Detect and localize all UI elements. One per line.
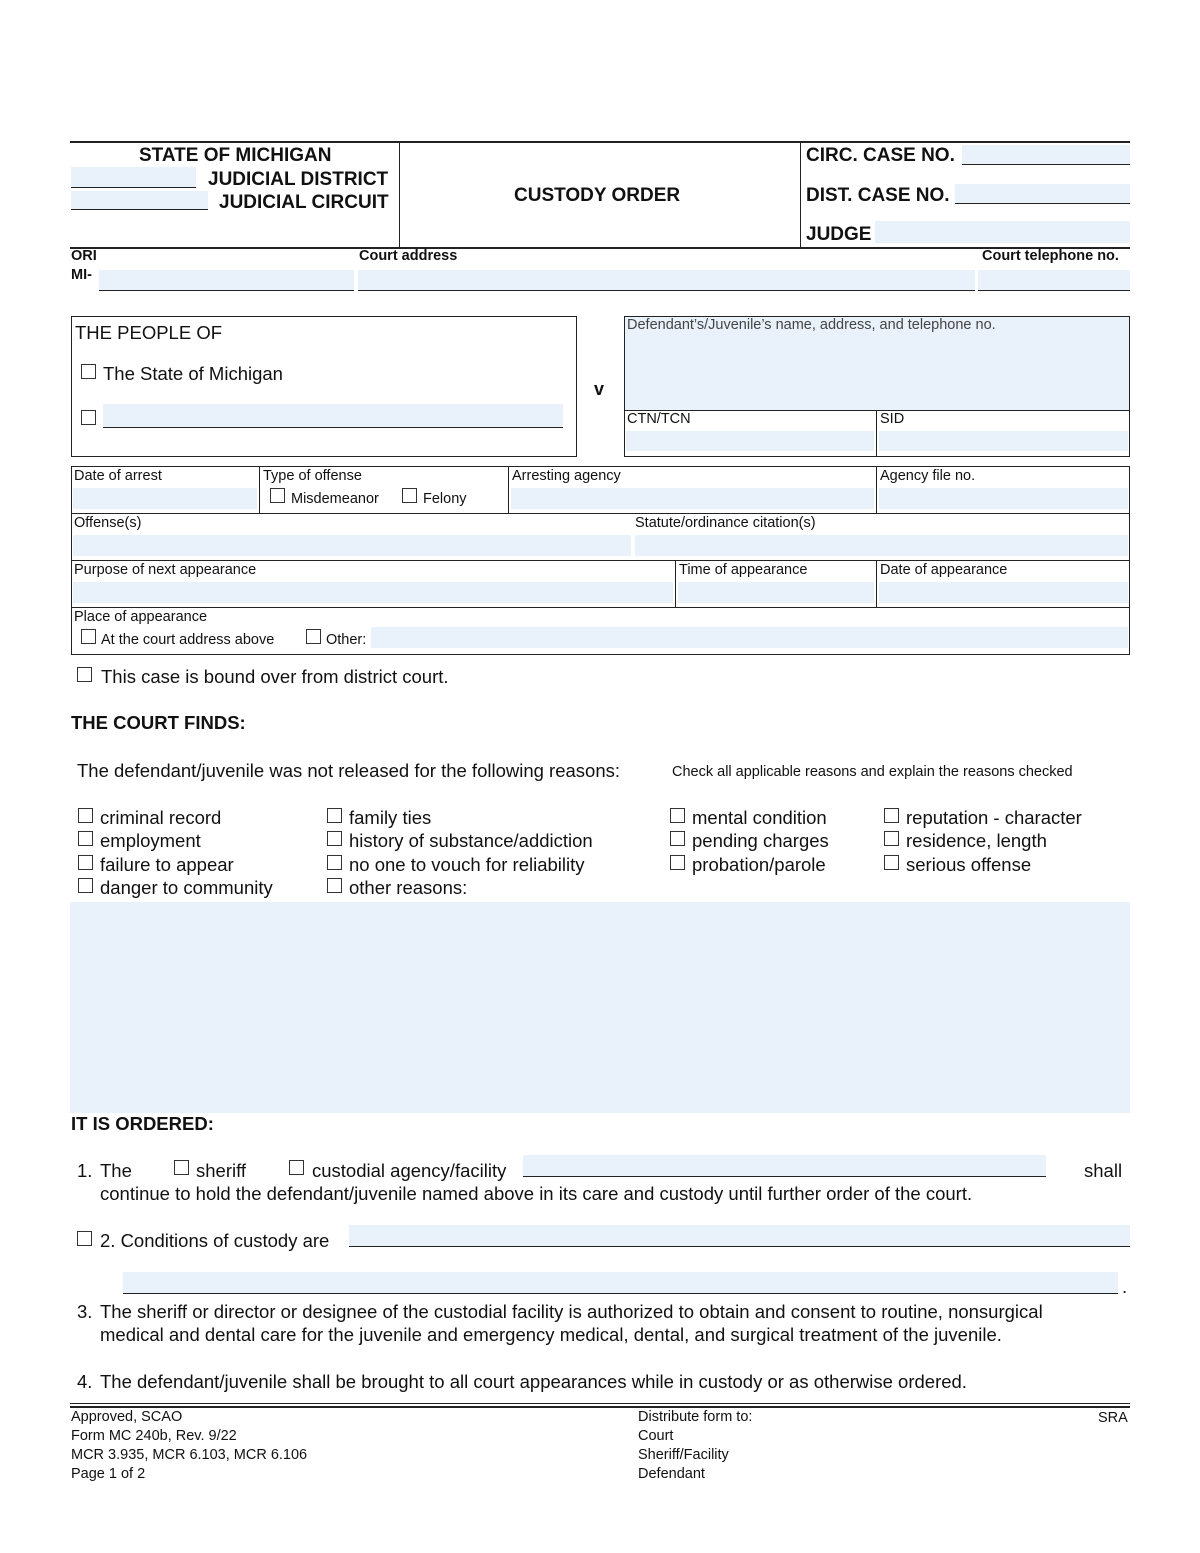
judge-label: JUDGE bbox=[806, 224, 872, 245]
offenses-field[interactable] bbox=[73, 535, 631, 556]
details-row-divider-3 bbox=[71, 607, 1130, 608]
distribute-court: Court bbox=[638, 1428, 674, 1444]
date-of-appearance-label: Date of appearance bbox=[880, 562, 1008, 578]
ori-field[interactable] bbox=[99, 270, 354, 291]
judicial-district-label: JUDICIAL DISTRICT bbox=[208, 169, 389, 190]
statute-citation-label: Statute/ordinance citation(s) bbox=[635, 515, 816, 531]
pending-charges-label: pending charges bbox=[692, 830, 829, 851]
details-row-divider-2 bbox=[71, 560, 1130, 561]
type-of-offense-label: Type of offense bbox=[263, 468, 362, 484]
probation-parole-label: probation/parole bbox=[692, 854, 826, 875]
circ-case-field[interactable] bbox=[962, 145, 1130, 165]
date-of-arrest-label: Date of arrest bbox=[74, 468, 162, 484]
ordered-heading: IT IS ORDERED: bbox=[71, 1113, 214, 1134]
item3-line1: The sheriff or director or designee of the custodial facility is authorized to obtain and consent to routine, nonsurgical bbox=[100, 1301, 1043, 1322]
serious-offense-checkbox[interactable] bbox=[884, 855, 899, 870]
time-of-appearance-label: Time of appearance bbox=[679, 562, 808, 578]
circuit-number-field[interactable] bbox=[71, 191, 208, 210]
page-number: Page 1 of 2 bbox=[71, 1466, 146, 1482]
arresting-agency-label: Arresting agency bbox=[512, 468, 621, 484]
felony-checkbox[interactable] bbox=[402, 488, 417, 503]
other-plaintiff-checkbox[interactable] bbox=[81, 410, 96, 425]
other-place-label: Other: bbox=[326, 632, 367, 648]
row1-divider-b bbox=[508, 466, 509, 513]
no-one-to-vouch-checkbox[interactable] bbox=[327, 855, 342, 870]
failure-to-appear-checkbox[interactable] bbox=[78, 855, 93, 870]
reputation-character-checkbox[interactable] bbox=[884, 808, 899, 823]
row1-divider-c bbox=[876, 466, 877, 513]
custodial-agency-label: custodial agency/facility bbox=[312, 1160, 507, 1181]
sheriff-checkbox[interactable] bbox=[174, 1160, 189, 1175]
form-number: Form MC 240b, Rev. 9/22 bbox=[71, 1428, 237, 1444]
no-one-to-vouch-label: no one to vouch for reliability bbox=[349, 854, 585, 875]
purpose-next-appearance-label: Purpose of next appearance bbox=[74, 562, 257, 578]
defendant-divider bbox=[624, 410, 1130, 411]
row3-divider-a bbox=[675, 560, 676, 607]
misdemeanor-checkbox[interactable] bbox=[270, 488, 285, 503]
court-address-field[interactable] bbox=[358, 270, 975, 291]
date-of-appearance-field[interactable] bbox=[879, 582, 1128, 603]
other-place-checkbox[interactable] bbox=[306, 629, 321, 644]
family-ties-label: family ties bbox=[349, 807, 432, 828]
residence-length-checkbox[interactable] bbox=[884, 831, 899, 846]
sid-field[interactable] bbox=[879, 431, 1128, 451]
purpose-next-appearance-field[interactable] bbox=[73, 582, 673, 603]
criminal-record-label: criminal record bbox=[100, 807, 222, 828]
row3-divider-b bbox=[876, 560, 877, 607]
residence-length-label: residence, length bbox=[906, 830, 1047, 851]
court-telephone-field[interactable] bbox=[978, 270, 1130, 291]
header-bottom-rule bbox=[70, 247, 1130, 249]
item3-line2: medical and dental care for the juvenile and emergency medical, dental, and surgical treatment of the juvenile. bbox=[100, 1324, 1002, 1345]
custodial-agency-checkbox[interactable] bbox=[289, 1160, 304, 1175]
conditions-checkbox[interactable] bbox=[77, 1231, 92, 1246]
people-of-label: THE PEOPLE OF bbox=[75, 322, 223, 343]
reputation-character-label: reputation - character bbox=[906, 807, 1082, 828]
state-title: STATE OF MICHIGAN bbox=[139, 145, 332, 166]
ctn-sid-divider bbox=[876, 410, 877, 457]
judicial-circuit-label: JUDICIAL CIRCUIT bbox=[219, 192, 389, 213]
failure-to-appear-label: failure to appear bbox=[100, 854, 234, 875]
felony-label: Felony bbox=[423, 491, 467, 507]
reasons-explanation-field[interactable] bbox=[70, 902, 1130, 1113]
form-code: SRA bbox=[1098, 1410, 1128, 1426]
state-of-michigan-label: The State of Michigan bbox=[103, 363, 283, 384]
conditions-field-1[interactable] bbox=[349, 1225, 1130, 1247]
mi-label: MI- bbox=[71, 267, 92, 283]
court-rules: MCR 3.935, MCR 6.103, MCR 6.106 bbox=[71, 1447, 308, 1463]
employment-checkbox[interactable] bbox=[78, 831, 93, 846]
details-row-divider-1 bbox=[71, 513, 1130, 514]
findings-intro: The defendant/juvenile was not released for the following reasons: bbox=[77, 760, 621, 781]
item3-number: 3. bbox=[77, 1301, 93, 1322]
item1-line2: continue to hold the defendant/juvenile named above in its care and custody until further order of the court. bbox=[100, 1183, 973, 1204]
approved-text: Approved, SCAO bbox=[71, 1409, 183, 1425]
family-ties-checkbox[interactable] bbox=[327, 808, 342, 823]
versus-label: v bbox=[594, 379, 605, 399]
other-place-field[interactable] bbox=[371, 627, 1128, 648]
conditions-label: 2. Conditions of custody are bbox=[100, 1230, 330, 1251]
agency-file-no-field[interactable] bbox=[879, 488, 1128, 509]
offenses-label: Offense(s) bbox=[74, 515, 142, 531]
time-of-appearance-field[interactable] bbox=[678, 582, 874, 603]
misdemeanor-label: Misdemeanor bbox=[291, 491, 379, 507]
arresting-agency-field[interactable] bbox=[511, 488, 874, 509]
state-of-michigan-checkbox[interactable] bbox=[81, 364, 96, 379]
other-reasons-checkbox[interactable] bbox=[327, 878, 342, 893]
header-divider-left bbox=[399, 142, 400, 247]
serious-offense-label: serious offense bbox=[906, 854, 1032, 875]
item4-text: The defendant/juvenile shall be brought to all court appearances while in custody or as otherwise ordered. bbox=[100, 1371, 967, 1392]
distribute-label: Distribute form to: bbox=[638, 1409, 753, 1425]
mental-condition-label: mental condition bbox=[692, 807, 827, 828]
statute-citation-field[interactable] bbox=[635, 535, 1128, 556]
ctn-tcn-field[interactable] bbox=[626, 431, 874, 451]
item4-number: 4. bbox=[77, 1371, 93, 1392]
district-number-field[interactable] bbox=[71, 167, 196, 188]
footer-rule-1 bbox=[70, 1403, 1130, 1404]
criminal-record-checkbox[interactable] bbox=[78, 808, 93, 823]
court-address-label: Court address bbox=[359, 248, 458, 264]
ori-label: ORI bbox=[71, 248, 97, 264]
findings-instruction: Check all applicable reasons and explain the reasons checked bbox=[672, 764, 1073, 780]
history-substance-checkbox[interactable] bbox=[327, 831, 342, 846]
dist-case-field[interactable] bbox=[955, 184, 1130, 204]
sid-label: SID bbox=[880, 411, 905, 427]
place-of-appearance-label: Place of appearance bbox=[74, 609, 208, 625]
conditions-field-2[interactable] bbox=[123, 1272, 1118, 1294]
ctn-tcn-label: CTN/TCN bbox=[627, 411, 691, 427]
header-divider-right bbox=[800, 142, 801, 247]
other-plaintiff-field[interactable] bbox=[103, 404, 563, 428]
distribute-sheriff: Sheriff/Facility bbox=[638, 1447, 729, 1463]
item1-shall: shall bbox=[1084, 1160, 1123, 1181]
circ-case-label: CIRC. CASE NO. bbox=[806, 145, 955, 166]
sheriff-label: sheriff bbox=[196, 1160, 247, 1181]
mental-condition-checkbox[interactable] bbox=[670, 808, 685, 823]
judge-field[interactable] bbox=[875, 221, 1130, 243]
at-court-address-label: At the court address above bbox=[101, 632, 275, 648]
date-of-arrest-field[interactable] bbox=[73, 488, 257, 509]
probation-parole-checkbox[interactable] bbox=[670, 855, 685, 870]
row1-divider-a bbox=[259, 466, 260, 513]
footer-rule-2 bbox=[70, 1406, 1130, 1408]
dist-case-label: DIST. CASE NO. bbox=[806, 185, 950, 206]
court-finds-heading: THE COURT FINDS: bbox=[71, 712, 246, 733]
court-telephone-label: Court telephone no. bbox=[982, 248, 1119, 264]
distribute-defendant: Defendant bbox=[638, 1466, 705, 1482]
defendant-label: Defendant’s/Juvenile’s name, address, and telephone no. bbox=[627, 317, 996, 333]
form-title: CUSTODY ORDER bbox=[514, 185, 681, 206]
item1-the: The bbox=[100, 1160, 132, 1181]
danger-to-community-label: danger to community bbox=[100, 877, 273, 898]
at-court-address-checkbox[interactable] bbox=[81, 629, 96, 644]
employment-label: employment bbox=[100, 830, 201, 851]
agency-file-no-label: Agency file no. bbox=[880, 468, 976, 484]
item1-number: 1. bbox=[77, 1160, 93, 1181]
header-top-rule bbox=[70, 141, 1130, 143]
history-substance-label: history of substance/addiction bbox=[349, 830, 593, 851]
custodial-agency-field[interactable] bbox=[523, 1155, 1046, 1177]
other-reasons-label: other reasons: bbox=[349, 877, 468, 898]
conditions-period: . bbox=[1122, 1276, 1128, 1297]
pending-charges-checkbox[interactable] bbox=[670, 831, 685, 846]
danger-to-community-checkbox[interactable] bbox=[78, 878, 93, 893]
bound-over-label: This case is bound over from district court. bbox=[101, 666, 449, 687]
bound-over-checkbox[interactable] bbox=[77, 667, 92, 682]
